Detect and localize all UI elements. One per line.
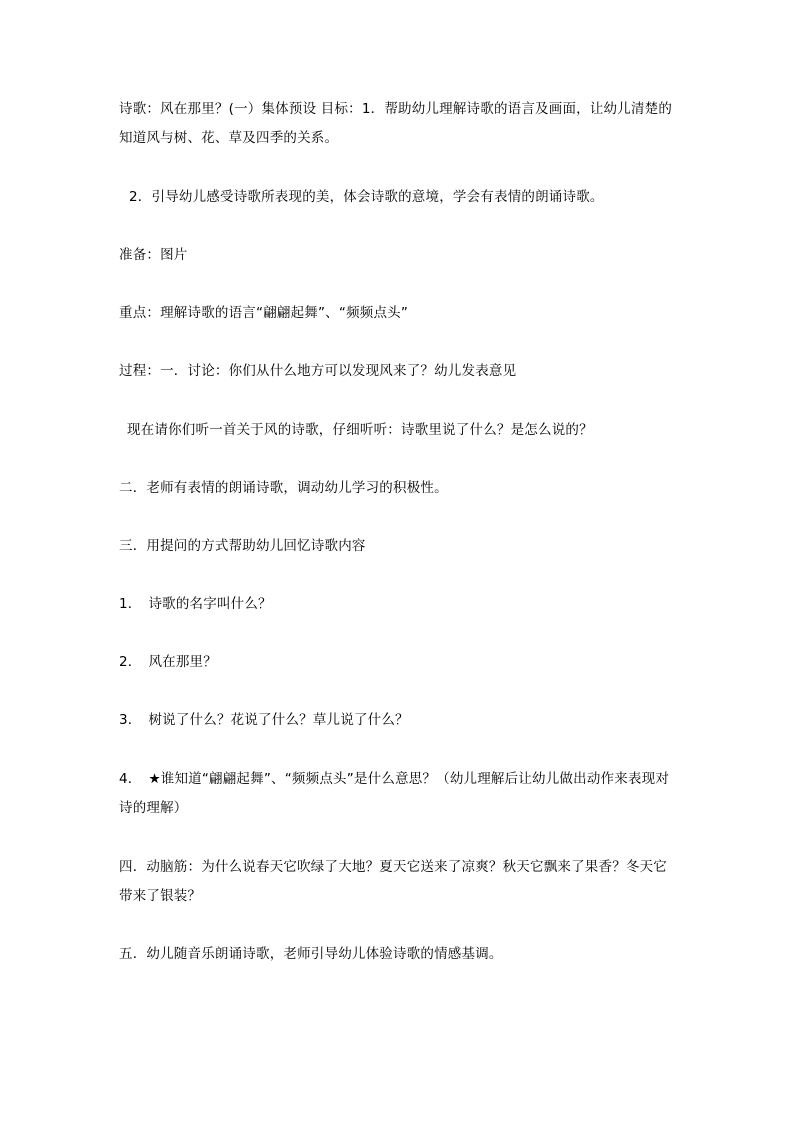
paragraph-step-2: 二．老师有表情的朗诵诗歌，调动幼儿学习的积极性。 — [119, 480, 448, 496]
paragraph-step-4: 四．动脑筋：为什么说春天它吹绿了大地？夏天它送来了凉爽？秋天它飘来了果香？冬天它带来了银装？ — [119, 859, 667, 904]
list-item-question-4: 4． ★谁知道“翩翩起舞”、“频频点头”是什么意思？（幼儿理解后让幼儿做出动作来表现对诗的理解） — [119, 771, 670, 816]
paragraph-process-discussion: 过程：一．讨论：你们从什么地方可以发现风来了？幼儿发表意见 — [119, 363, 517, 379]
paragraph-title-objectives: 诗歌：风在那里？(一）集体预设 目标：1．帮助幼儿理解诗歌的语言及画面，让幼儿清楚的知道风与树、花、草及四季的关系。 — [119, 101, 673, 146]
list-item-question-1: 1． 诗歌的名字叫什么？ — [119, 596, 272, 612]
paragraph-step-3: 三．用提问的方式帮助幼儿回忆诗歌内容 — [119, 538, 366, 554]
list-item-question-3: 3． 树说了什么？花说了什么？草儿说了什么？ — [119, 712, 409, 728]
paragraph-preparation: 准备：图片 — [119, 247, 188, 263]
paragraph-listen-poem: 现在请你们听一首关于风的诗歌，仔细听听：诗歌里说了什么？是怎么说的？ — [127, 422, 593, 438]
paragraph-key-point: 重点：理解诗歌的语言“翩翩起舞”、“频频点头” — [119, 305, 409, 321]
paragraph-step-5: 五．幼儿随音乐朗诵诗歌，老师引导幼儿体验诗歌的情感基调。 — [119, 946, 503, 962]
paragraph-objective-2: 2．引导幼儿感受诗歌所表现的美，体会诗歌的意境，学会有表情的朗诵诗歌。 — [129, 189, 604, 205]
list-item-question-2: 2． 风在那里？ — [119, 654, 217, 670]
